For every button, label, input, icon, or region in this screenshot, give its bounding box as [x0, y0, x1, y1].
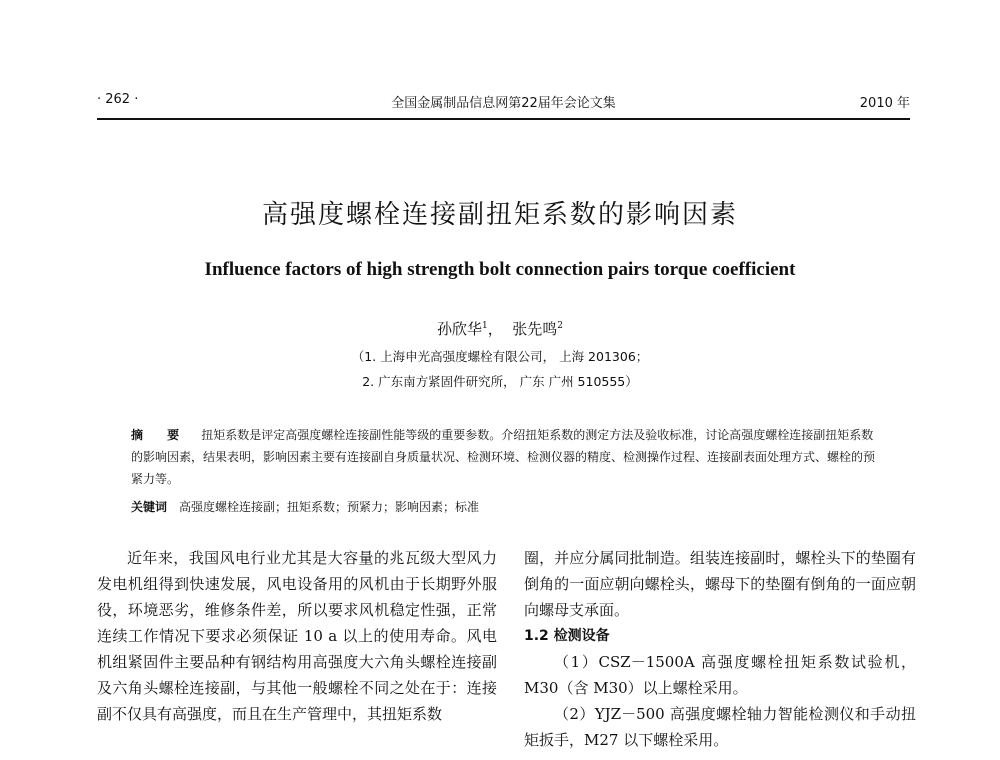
body-paragraph: 圈，并应分属同批制造。组装连接副时，螺栓头下的垫圈有倒角的一面应朝向螺栓头，螺母下的垫圈有倒角的一面应朝向螺母支承面。 [524, 549, 916, 619]
paper-title-chinese: 高强度螺栓连接副扭矩系数的影响因素 [261, 200, 738, 230]
author-affiliation-mark: 1 [481, 321, 488, 331]
abstract [131, 424, 876, 490]
body-right-column [524, 545, 916, 753]
body-paragraph: 近年来，我国风电行业尤其是大容量的兆瓦级大型风力发电机组得到快速发展，风电设备用的风机由于长期野外服役，环境恶劣，维修条件差，所以要求风机稳定性强，正常连续工作情况下要求必须保证 10 a 以上的使用寿命。风电机组紧固件主要品种有钢结构用高强度大六角头螺栓连接副及六角头螺栓连接副，与其他一般螺栓不同之处在于：连接副不仅具有高强度，而且在生产管理中，其扭矩系数 [97, 549, 497, 723]
section-heading: 1.2 检测设备 [524, 628, 610, 644]
affiliation-2: 2. 广东南方紧固件研究所， 广东 广州 510555） [362, 374, 638, 389]
page-number: · 262 · [97, 92, 139, 107]
body-left-column [97, 545, 497, 727]
abstract-text: 扭矩系数是评定高强度螺栓连接副性能等级的重要参数。介绍扭矩系数的测定方法及验收标准，讨论高强度螺栓连接副扭矩系数的影响因素，结果表明，影响因素主要有连接副自身质量状况、检测环境、检测仪器的精度、检测操作过程、连接副表面处理方式、螺栓的预紧力等。 [131, 428, 876, 486]
author-name: 孙欣华 [436, 320, 482, 338]
author-affiliation-mark: 2 [557, 321, 564, 331]
keywords-label: 关键词 [131, 500, 168, 514]
affiliation-1: （1. 上海申光高强度螺栓有限公司， 上海 201306； [351, 349, 649, 364]
author-separator: ， [487, 320, 503, 338]
keywords [131, 496, 876, 518]
keywords-text: 高强度螺栓连接副；扭矩系数；预紧力；影响因素；标准 [179, 500, 480, 514]
journal-title: 全国金属制品信息网第22届年会论文集 [391, 96, 616, 111]
paper-title-english: Influence factors of high strength bolt connection pairs torque coefficient [204, 259, 796, 280]
equipment-item: （2）YJZ－500 高强度螺栓轴力智能检测仪和手动扭矩扳手，M27 以下螺栓采用。 [524, 705, 916, 749]
author-name: 张先鸣 [512, 320, 558, 338]
running-header [97, 86, 910, 116]
publication-year: 2010 年 [859, 96, 910, 111]
equipment-item: （1）CSZ－1500A 高强度螺栓扭矩系数试验机，M30（含 M30）以上螺栓采用。 [524, 653, 916, 697]
abstract-label: 摘 要 [131, 428, 190, 442]
header-rule [97, 118, 910, 120]
author-line [0, 318, 1000, 339]
